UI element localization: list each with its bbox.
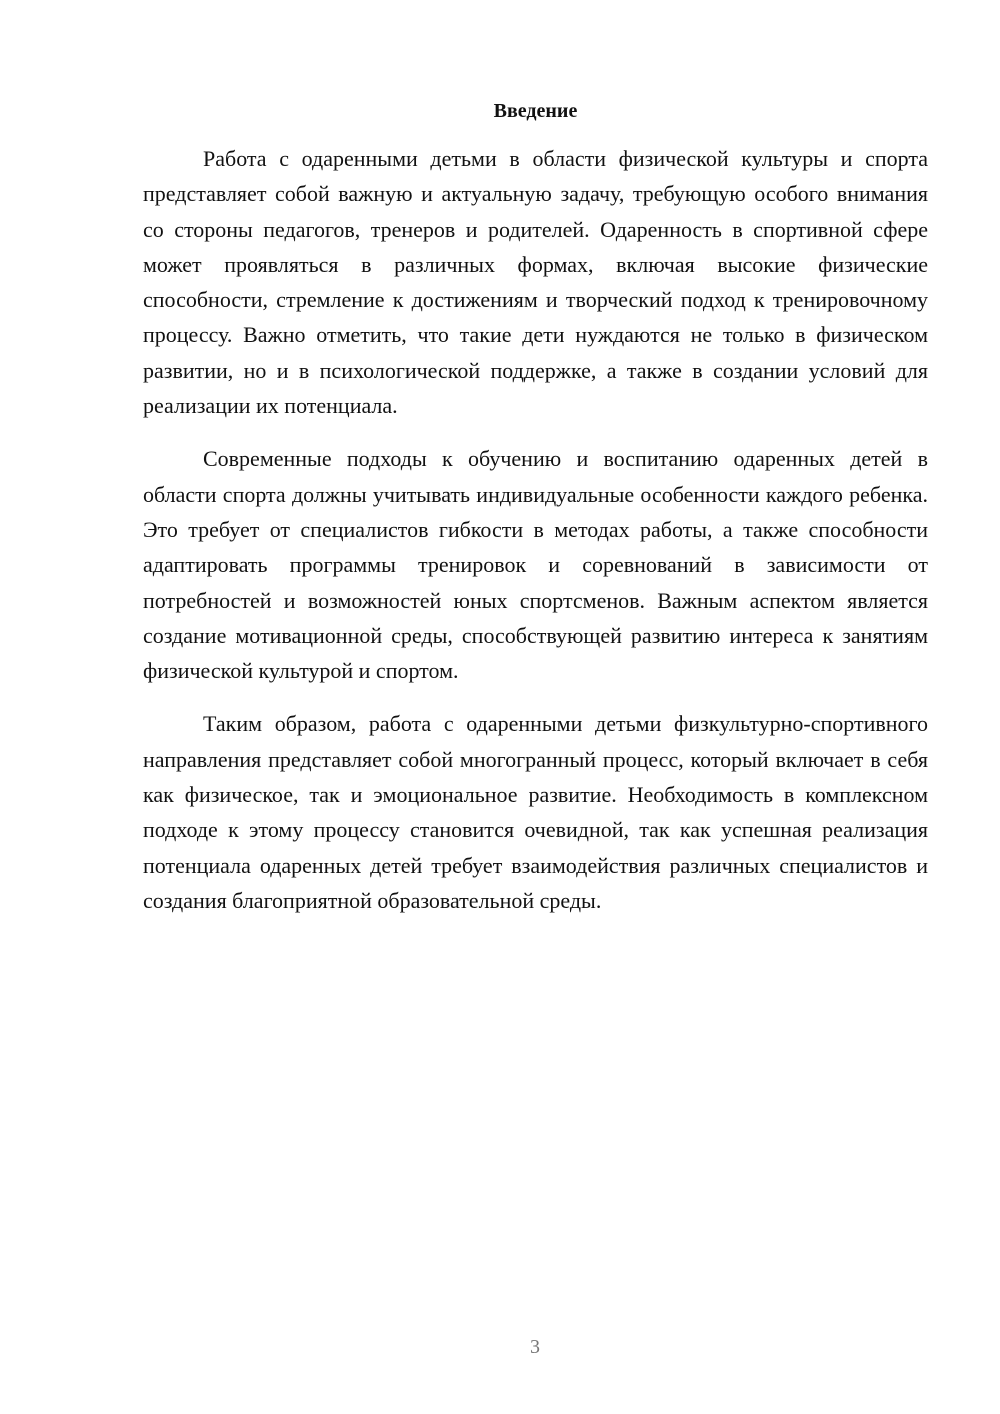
page-number: 3 xyxy=(530,1336,540,1358)
page-content xyxy=(143,96,928,936)
section-title: Введение xyxy=(493,100,578,122)
paragraph-1: Работа с одаренными детьми в области физической культуры и спорта представляет собой важную и актуальную задачу, требующую особого внимания со стороны педагогов, тренеров и родителей. Одаренность в спортивной сфере может проявляться в различных формах, включая высокие физические способности, стремление к достижениям и творческий подход к тренировочному процессу. Важно отметить, что такие дети нуждаются не только в физическом развитии, но и в психологической поддержке, а также в создании условий для реализации их потенциала. xyxy=(143,146,928,419)
paragraph-3: Таким образом, работа с одаренными детьми физкультурно-спортивного направления представляет собой многогранный процесс, который включает в себя как физическое, так и эмоциональное развитие. Необходимость в комплексном подходе к этому процессу становится очевидной, так как успешная реализация потенциала одаренных детей требует взаимодействия различных специалистов и создания благоприятной образовательной среды. xyxy=(143,711,928,913)
paragraph-2: Современные подходы к обучению и воспитанию одаренных детей в области спорта должны учитывать индивидуальные особенности каждого ребенка. Это требует от специалистов гибкости в методах работы, а также способности адаптировать программы тренировок и соревнований в зависимости от потребностей и возможностей юных спортсменов. Важным аспектом является создание мотивационной среды, способствующей развитию интереса к занятиям физической культурой и спортом. xyxy=(143,446,928,684)
